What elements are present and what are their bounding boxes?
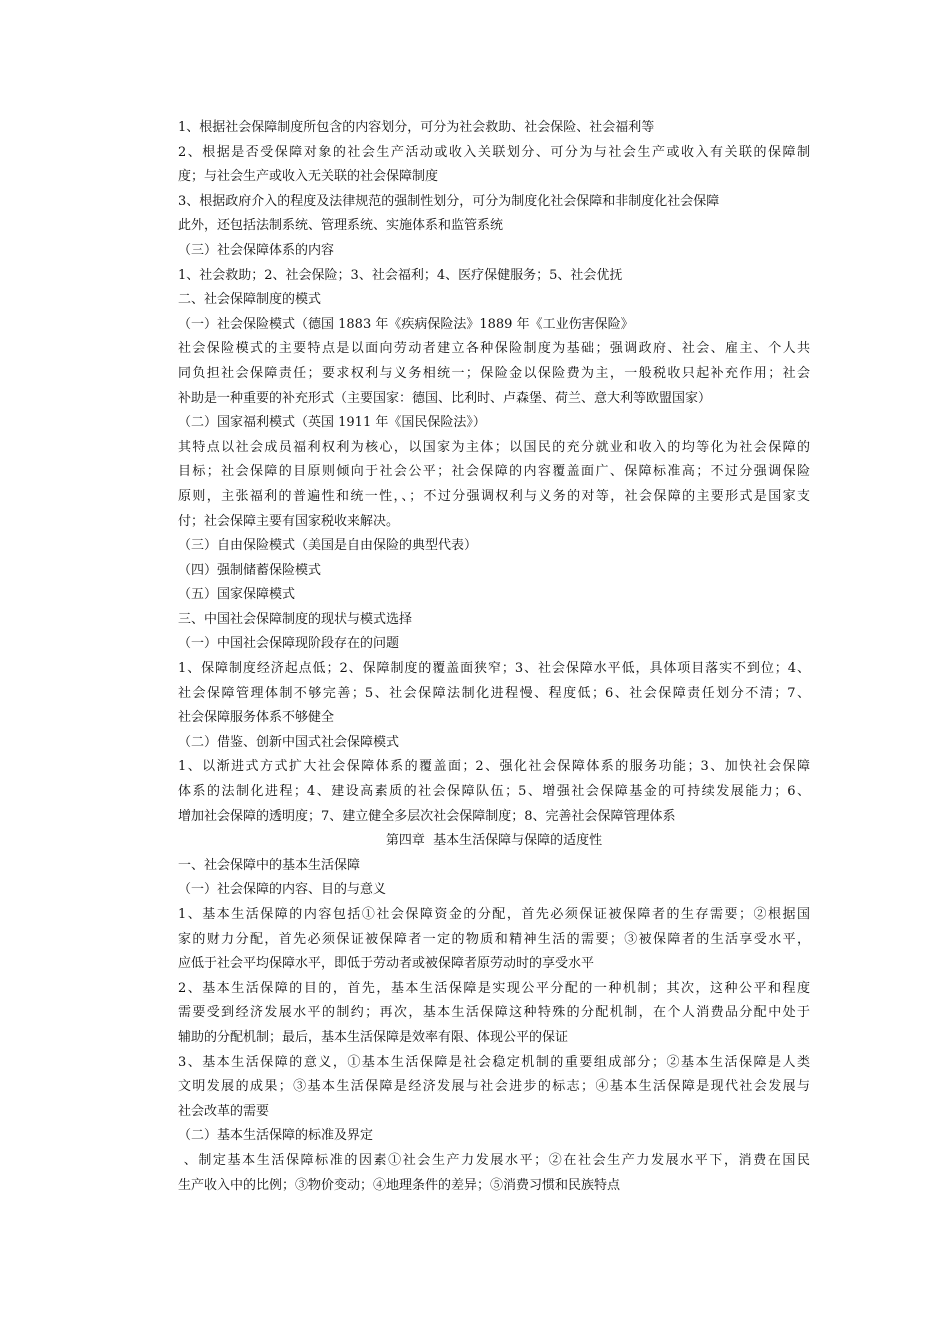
text-line: 其特点以社会成员福利权利为核心，以国家为主体；以国民的充分就业和收入的均等化为社会保障的 [178,439,810,455]
text-line: 社会保障服务体系不够健全 [178,710,335,726]
text-line: 目标；社会保障的目原则倾向于社会公平；社会保障的内容覆盖面广、保障标准高；不过分强调保险 [178,464,810,480]
section-heading: （二）国家福利模式（英国 1911 年《国民保险法》） [178,415,486,431]
text-line: 增加社会保障的透明度；7、建立健全多层次社会保障制度；8、完善社会保障管理体系 [178,808,676,824]
text-line: 度；与社会生产或收入无关联的社会保障制度 [178,169,439,185]
section-heading: （一）中国社会保障现阶段存在的问题 [178,636,400,652]
text-line: 辅助的分配机制；最后，基本生活保障是效率有限、体现公平的保证 [178,1029,569,1045]
section-heading: 三、中国社会保障制度的现状与模式选择 [178,611,413,627]
document-body [178,116,810,1198]
text-line: 家的财力分配，首先必须保证被保障者一定的物质和精神生活的需要；③被保障者的生活享受水平， [178,931,810,947]
section-heading: （二）基本生活保障的标准及界定 [178,1128,374,1144]
text-line: 此外，还包括法制系统、管理系统、实施体系和监管系统 [178,218,504,234]
text-line: 2、基本生活保障的目的，首先，基本生活保障是实现公平分配的一种机制；其次，这种公平和程度 [178,980,810,996]
section-heading: （四）强制储蓄保险模式 [178,562,322,578]
text-line: 需要受到经济发展水平的制约；再次，基本生活保障这种特殊的分配机制，在个人消费品分配中处于 [178,1005,810,1021]
chapter-title: 第四章 基本生活保障与保障的适度性 [385,833,603,849]
section-heading: （五）国家保障模式 [178,587,296,603]
text-line: 体系的法制化进程；4、建设高素质的社会保障队伍；5、增强社会保障基金的可持续发展能力；6、 [178,784,810,800]
section-heading: （一）社会保险模式（德国 1883 年《疾病保险法》1889 年《工业伤害保险》 [178,316,634,332]
section-heading: 二、社会保障制度的模式 [178,292,322,308]
text-line: 1、保障制度经济起点低；2、保障制度的覆盖面狭窄；3、社会保障水平低，具体项目落实不到位；4、 [178,661,810,677]
text-line: 3、根据政府介入的程度及法律规范的强制性划分，可分为制度化社会保障和非制度化社会保障 [178,193,720,209]
text-line: 3、基本生活保障的意义，①基本生活保障是社会稳定机制的重要组成部分；②基本生活保障是人类 [178,1054,810,1070]
text-line: 付；社会保障主要有国家税收来解决。 [178,513,400,529]
text-line: 应低于社会平均保障水平，即低于劳动者或被保障者原劳动时的享受水平 [178,956,595,972]
text-line: 1、社会救助；2、社会保险；3、社会福利；4、医疗保健服务；5、社会优抚 [178,267,623,283]
text-line: 社会保障管理体制不够完善；5、社会保障法制化进程慢、程度低；6、社会保障责任划分不清；7、 [178,685,810,701]
text-line: 生产收入中的比例；③物价变动；④地理条件的差异；⑤消费习惯和民族特点 [178,1177,621,1193]
section-heading: 一、社会保障中的基本生活保障 [178,857,361,873]
text-line: 1、以渐进式方式扩大社会保障体系的覆盖面；2、强化社会保障体系的服务功能；3、加快社会保障 [178,759,810,775]
text-line: 原则，主张福利的普遍性和统一性，、；不过分强调权利与义务的对等，社会保障的主要形式是国家支 [178,488,810,504]
text-line: 文明发展的成果；③基本生活保障是经济发展与社会进步的标志；④基本生活保障是现代社会发展与 [178,1079,810,1095]
text-line: 、制定基本生活保障标准的因素①社会生产力发展水平；②在社会生产力发展水平下，消费在国民 [178,1152,810,1168]
text-line: 补助是一种重要的补充形式（主要国家：德国、比利时、卢森堡、荷兰、意大利等欧盟国家） [178,390,712,406]
text-line: 1、根据社会保障制度所包含的内容划分，可分为社会救助、社会保险、社会福利等 [178,120,655,135]
section-heading: （一）社会保障的内容、目的与意义 [178,882,387,898]
text-line: 同负担社会保障责任；要求权利与义务相统一；保险金以保险费为主，一般税收只起补充作用；社会 [178,365,810,381]
text-line: 社会改革的需要 [178,1103,270,1119]
section-heading: （三）自由保险模式（美国是自由保险的典型代表） [178,538,478,554]
section-heading: （二）借鉴、创新中国式社会保障模式 [178,734,400,750]
section-heading: （三）社会保障体系的内容 [178,242,335,258]
text-line: 2、根据是否受保障对象的社会生产活动或收入关联划分、可分为与社会生产或收入有关联的保障制 [178,144,810,160]
text-line: 社会保险模式的主要特点是以面向劳动者建立各种保险制度为基础；强调政府、社会、雇主、个人共 [178,341,810,357]
text-line: 1、基本生活保障的内容包括①社会保障资金的分配，首先必须保证被保障者的生存需要；②根据国 [178,907,810,922]
